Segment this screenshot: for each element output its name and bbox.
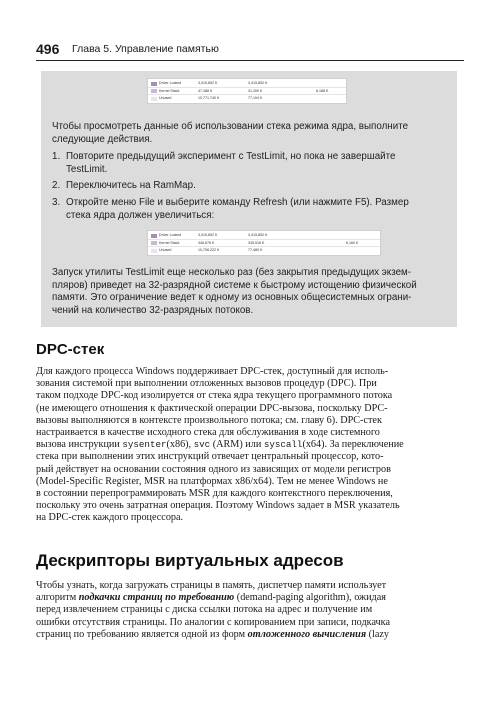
code-syscall: syscall bbox=[263, 439, 303, 451]
section-heading-vad: Дескрипторы виртуальных адресов bbox=[36, 551, 344, 570]
color-swatch-unused bbox=[151, 97, 157, 101]
section-heading-dpc-stack: DPC-стек bbox=[36, 341, 105, 358]
sidebar-intro: Чтобы просмотреть данные об использовании стека режима ядра, выполните следующие действия. bbox=[52, 121, 409, 145]
experiment-sidebar bbox=[41, 71, 457, 327]
chapter-title: Глава 5. Управление памятью bbox=[72, 43, 219, 55]
steps-list: 1. Повторите предыдущий эксперимент с TestLimit, но пока не завершайте TestLimit. 2. Переключитесь на RamMap. 3. Откройте меню File и выберите команду Refresh (или нажмите F5). Размер стека ядра должен увеличиться: bbox=[52, 151, 409, 221]
rammap-screenshot-2 bbox=[147, 230, 381, 256]
color-swatch-unused bbox=[151, 249, 157, 253]
table-row: Kernel Stack 47,488 K 41,300 K 6,188 K bbox=[148, 88, 346, 95]
page-number: 496 bbox=[36, 41, 60, 57]
table-row: Unused 10,771,740 K 77,104 K bbox=[148, 95, 346, 102]
table-row: Driver Locked 3,415,852 K 3,415,852 K bbox=[148, 80, 346, 87]
color-swatch-driver-locked bbox=[151, 82, 157, 86]
table-row: Kernel Stack 346,676 K 335,516 K 6,160 K bbox=[148, 240, 380, 247]
running-header bbox=[36, 40, 464, 61]
code-svc: svc bbox=[193, 439, 211, 451]
rammap-screenshot-1 bbox=[147, 78, 347, 104]
vad-paragraph: Чтобы узнать, когда загружать страницы в память, диспетчер памяти использует алгоритм подкачки страниц по требованию (demand-paging algorithm), ожидая перед извлечением страницы с диска ссылки потока на адрес и получение им ошибки отсутствия страницы. По аналогии с копированием при записи, подкачка страниц по требованию является одной из форм отложенного вычисления (lazy bbox=[36, 580, 390, 640]
dpc-stack-paragraph: Для каждого процесса Windows поддерживает DPC-стек, доступный для исполь- зования системой при выполнении отложенных вызовов процедур (DPC). При таком подходе DPC-код изолируется от стека ядра текущего программного потока (не имеющего отношения к фактической операции DPC-вызова, поскольку DPC- вызовы выполняются в контексте произвольного потока; см. главу 6). DPC-стек настраивается в качестве исходного стека для обслуживания в ходе системного вызова инструкции sysenter(x86), svc (ARM) или syscall(x64). За переключение стека при выполнении этих инструкций отвечает центральный процессор, кото- рый действует на основании состояния одного из зависящих от модели регистров (Model-Specific Register, MSR на платформах x86/x64). Тем не менее Windows не в состоянии перепрограммировать MSR для каждого контекстного переключения, поскольку это очень затратная операция. Поэтому Windows задает в MSR указатель на DPC-стек каждого процессора. bbox=[36, 366, 404, 524]
sidebar-outro: Запуск утилиты TestLimit еще несколько раз (без закрытия предыдущих экзем- пляров) приведет на 32-разрядной системе к быстрому истощению физической памяти. Это ограничение ведет к одному из основных общесистемных ограни- чений на количество 32-разрядных потоков. bbox=[52, 267, 417, 316]
table-row: Unused 10,708,222 K 77,480 K bbox=[148, 247, 380, 254]
table-row: Driver Locked 3,415,852 K 3,415,852 K bbox=[148, 232, 380, 239]
color-swatch-kernel-stack bbox=[151, 241, 157, 245]
color-swatch-kernel-stack bbox=[151, 89, 157, 93]
color-swatch-driver-locked bbox=[151, 234, 157, 238]
code-sysenter: sysenter bbox=[122, 439, 167, 451]
